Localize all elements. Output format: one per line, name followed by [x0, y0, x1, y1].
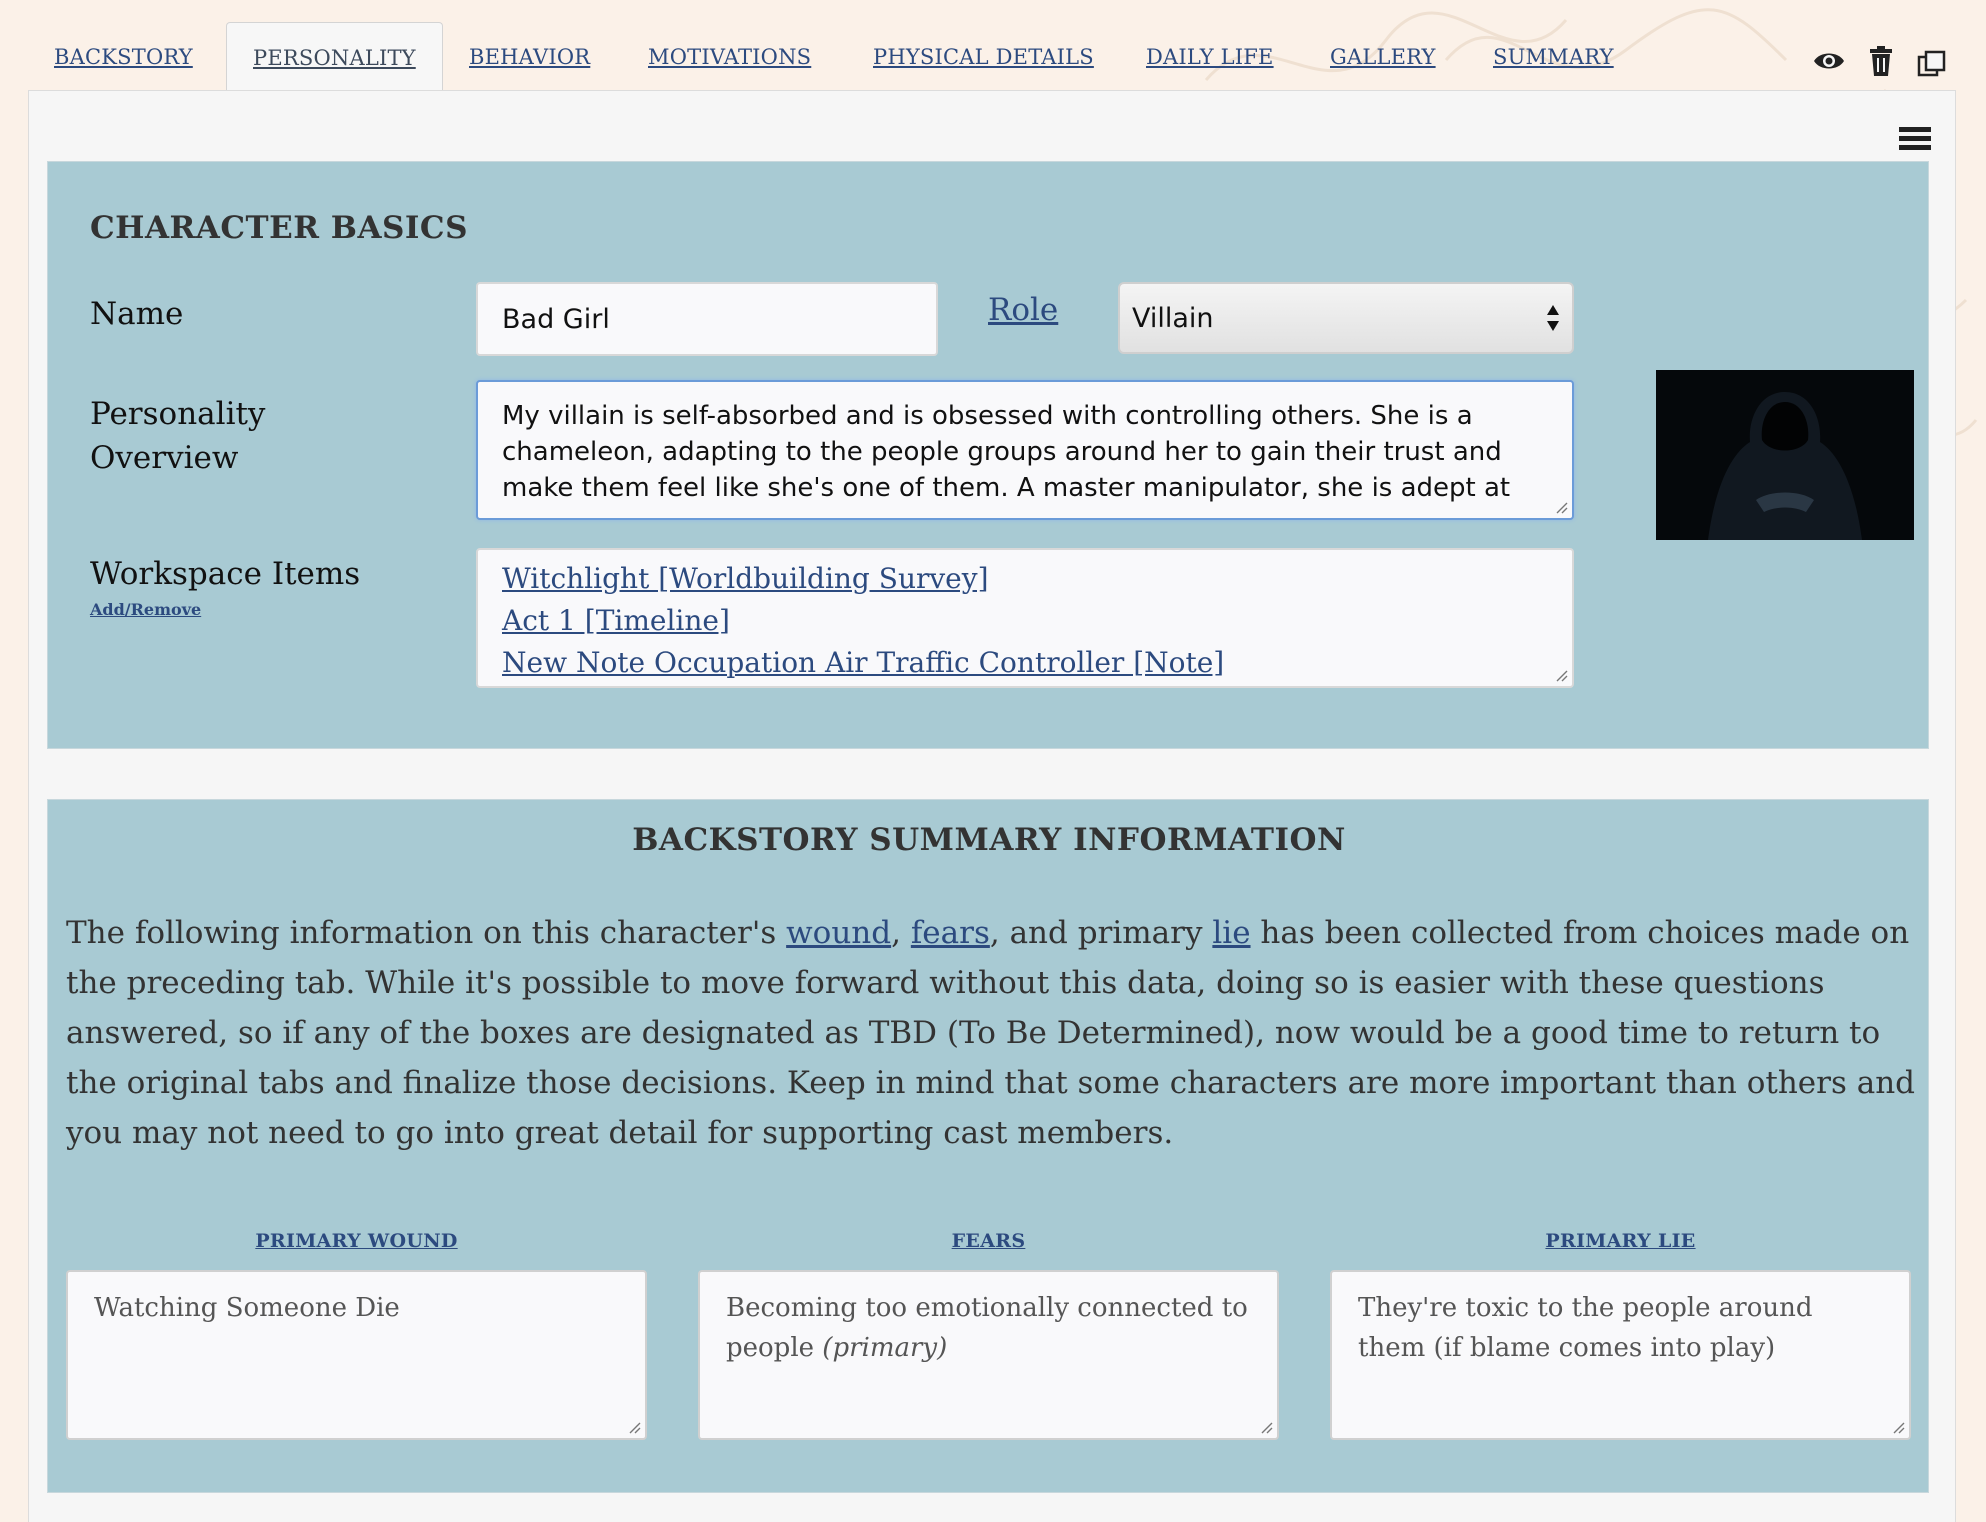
- role-link[interactable]: Role: [988, 292, 1059, 328]
- tab-personality[interactable]: PERSONALITY: [226, 22, 443, 94]
- description-text: has been collected from choices made on the preceding tab. While it's possible to move forward without this data, doing so is easier with these questions answered, so if any of the boxes are designated as TBD (To Be Determined), now would be a good time to return to the original tabs and finalize those decisions. Keep in mind that some characters are more important than others and you may not need to go into great detail for supporting cast members.: [66, 915, 1916, 1151]
- description-text: The following information on this character's: [66, 915, 787, 951]
- backstory-summary-section: [47, 799, 1929, 1493]
- backstory-description: [66, 908, 1916, 1158]
- workspace-items-list: [476, 548, 1574, 688]
- tab-backstory[interactable]: BACKSTORY: [54, 45, 193, 69]
- description-text: ,: [891, 915, 911, 951]
- resize-grip-icon[interactable]: [1556, 502, 1568, 514]
- workspace-items-label: Workspace Items: [90, 556, 361, 592]
- name-input[interactable]: Bad Girl: [476, 282, 938, 356]
- resize-grip-icon[interactable]: [1556, 670, 1568, 682]
- fears-box[interactable]: [698, 1270, 1279, 1440]
- personality-overview-text: My villain is self-absorbed and is obsessed with controlling others. She is a chameleon, adapting to the people groups around her to gain their trust and make them feel like she's one of them. A master manipulator, she is adept at: [502, 401, 1511, 503]
- workspace-item-link[interactable]: New Note Occupation Air Traffic Controller [Note]: [502, 646, 1225, 679]
- primary-lie-heading-link[interactable]: PRIMARY LIE: [1545, 1230, 1696, 1252]
- wound-link[interactable]: wound: [786, 915, 892, 951]
- tab-gallery[interactable]: GALLERY: [1330, 45, 1436, 69]
- trash-icon[interactable]: [1864, 44, 1898, 78]
- tab-motivations[interactable]: MOTIVATIONS: [648, 45, 812, 69]
- personality-overview-label: Personality Overview: [90, 396, 266, 476]
- section-title: BACKSTORY SUMMARY INFORMATION: [632, 822, 1346, 858]
- resize-grip-icon[interactable]: [1893, 1422, 1905, 1434]
- fears-heading-link[interactable]: FEARS: [951, 1230, 1026, 1252]
- workspace-item-link[interactable]: Witchlight [Worldbuilding Survey]: [502, 562, 989, 595]
- lie-link[interactable]: lie: [1212, 915, 1251, 951]
- tab-behavior[interactable]: BEHAVIOR: [469, 45, 591, 69]
- primary-lie-box[interactable]: [1330, 1270, 1911, 1440]
- tab-bar: [28, 22, 1958, 92]
- description-text: , and primary: [989, 915, 1213, 951]
- role-select-value: Villain: [1132, 302, 1214, 334]
- role-select[interactable]: [1118, 282, 1574, 354]
- personality-overview-textarea[interactable]: [476, 380, 1574, 520]
- resize-grip-icon[interactable]: [1261, 1422, 1273, 1434]
- workspace-item-link[interactable]: Act 1 [Timeline]: [502, 604, 730, 637]
- tab-summary[interactable]: SUMMARY: [1493, 45, 1614, 69]
- name-label: Name: [90, 296, 184, 332]
- primary-wound-heading-link[interactable]: PRIMARY WOUND: [255, 1230, 458, 1252]
- fears-note: (primary): [822, 1333, 948, 1363]
- eye-icon[interactable]: [1812, 44, 1846, 78]
- character-basics-section: [47, 161, 1929, 749]
- add-remove-link[interactable]: Add/Remove: [90, 600, 202, 619]
- primary-wound-box[interactable]: [66, 1270, 647, 1440]
- primary-wound-text: Watching Someone Die: [94, 1293, 400, 1323]
- select-arrows-icon: [1546, 302, 1560, 334]
- fears-link[interactable]: fears: [910, 915, 990, 951]
- fears-text: Becoming too emotionally connected to people: [726, 1293, 1248, 1363]
- section-title: CHARACTER BASICS: [90, 210, 468, 246]
- tab-daily-life[interactable]: DAILY LIFE: [1146, 45, 1274, 69]
- hamburger-menu-icon[interactable]: [1899, 125, 1931, 153]
- tab-physical-details[interactable]: PHYSICAL DETAILS: [873, 45, 1094, 69]
- copy-icon[interactable]: [1916, 48, 1950, 82]
- resize-grip-icon[interactable]: [629, 1422, 641, 1434]
- main-panel: [28, 90, 1956, 1522]
- primary-lie-text: They're toxic to the people around them (if blame comes into play): [1358, 1293, 1813, 1363]
- hooded-figure-image[interactable]: [1656, 370, 1914, 540]
